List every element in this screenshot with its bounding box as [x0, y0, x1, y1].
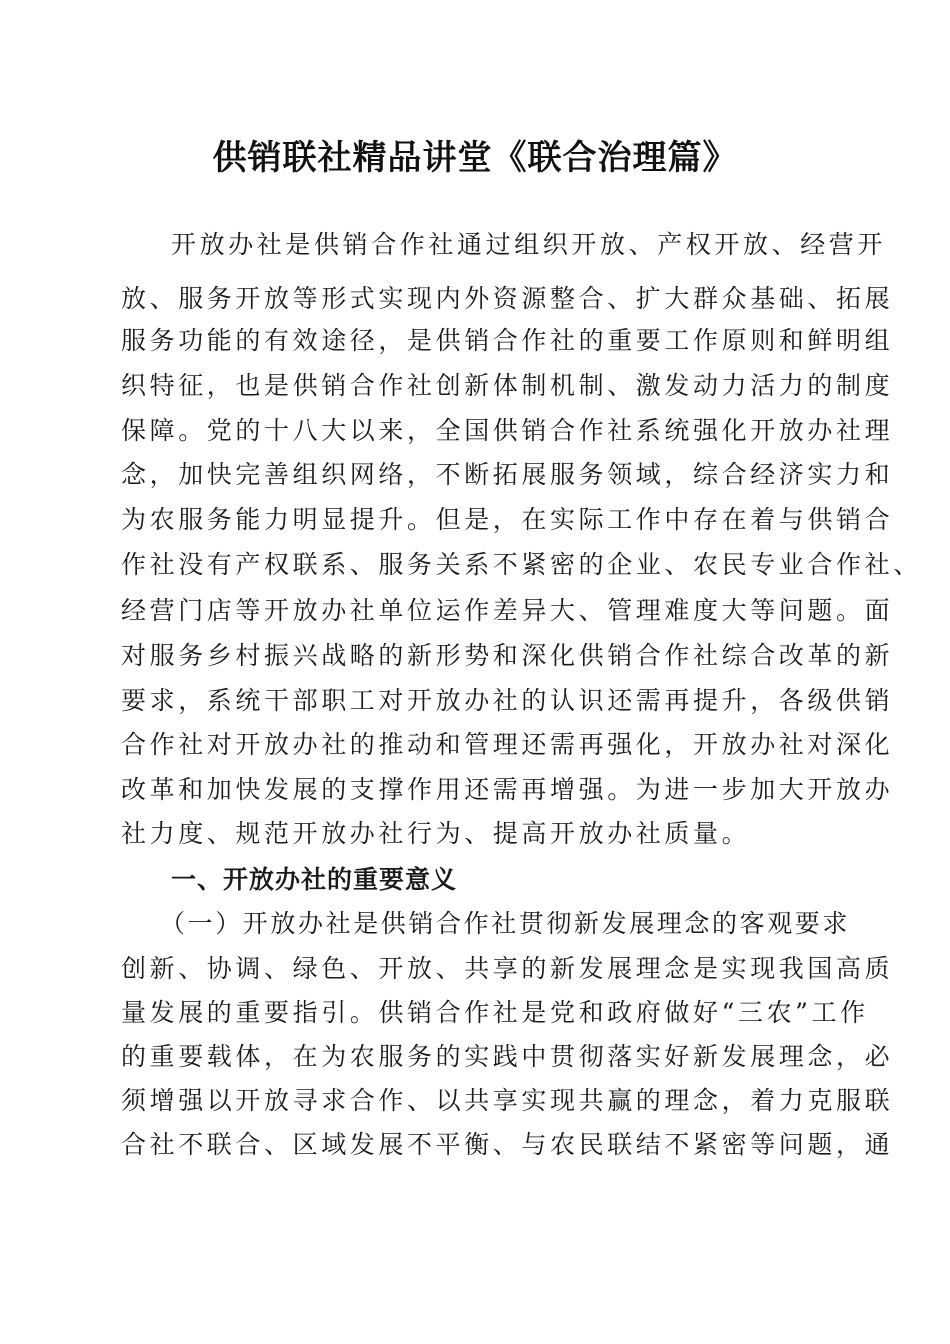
paragraph-line: 合作社对开放办社的推动和管理还需再强化，开放办社对深化 [121, 730, 894, 759]
paragraph-line: 保障。党的十八大以来，全国供销合作社系统强化开放办社理 [121, 416, 894, 445]
paragraph-line: 织特征，也是供销合作社创新体制机制、激发动力活力的制度 [121, 371, 894, 400]
page-title: 供销联社精品讲堂《联合治理篇》 [212, 138, 738, 178]
paragraph-line: 创新、协调、绿色、开放、共享的新发展理念是实现我国高质 [121, 954, 894, 983]
subsection-heading: （一）开放办社是供销合作社贯彻新发展理念的客观要求 [160, 909, 851, 938]
paragraph-line: 改革和加快发展的支撑作用还需再增强。为进一步加大开放办 [121, 775, 894, 804]
paragraph-line: 经营门店等开放办社单位运作差异大、管理难度大等问题。面 [121, 596, 894, 625]
paragraph-line: 合社不联合、区域发展不平衡、与农民联结不紧密等问题，通 [121, 1130, 894, 1159]
paragraph-line: 为农服务能力明显提升。但是，在实际工作中存在着与供销合 [121, 505, 894, 534]
paragraph-line: 要求，系统干部职工对开放办社的认识还需再提升，各级供销 [121, 686, 894, 715]
paragraph-line: 的重要载体，在为农服务的实践中贯彻落实好新发展理念，必 [121, 1042, 894, 1071]
paragraph-line: 社力度、规范开放办社行为、提高开放办社质量。 [121, 819, 751, 848]
paragraph-line: 量发展的重要指引。供销合作社是党和政府做好“三农”工作 [121, 998, 869, 1027]
paragraph-line: 开放办社是供销合作社通过组织开放、产权开放、经营开 [171, 230, 887, 259]
paragraph-line: 服务功能的有效途径，是供销合作社的重要工作原则和鲜明组 [121, 326, 894, 355]
paragraph-line: 须增强以开放寻求合作、以共享实现共赢的理念，着力克服联 [121, 1086, 894, 1115]
paragraph-line: 放、服务开放等形式实现内外资源整合、扩大群众基础、拓展 [121, 284, 894, 313]
paragraph-line: 对服务乡村振兴战略的新形势和深化供销合作社综合改革的新 [121, 641, 894, 670]
paragraph-line: 念，加快完善组织网络，不断拓展服务领域，综合经济实力和 [121, 460, 894, 489]
paragraph-line: 作社没有产权联系、服务关系不紧密的企业、农民专业合作社、 [121, 550, 922, 579]
section-heading: 一、开放办社的重要意义 [171, 865, 458, 894]
